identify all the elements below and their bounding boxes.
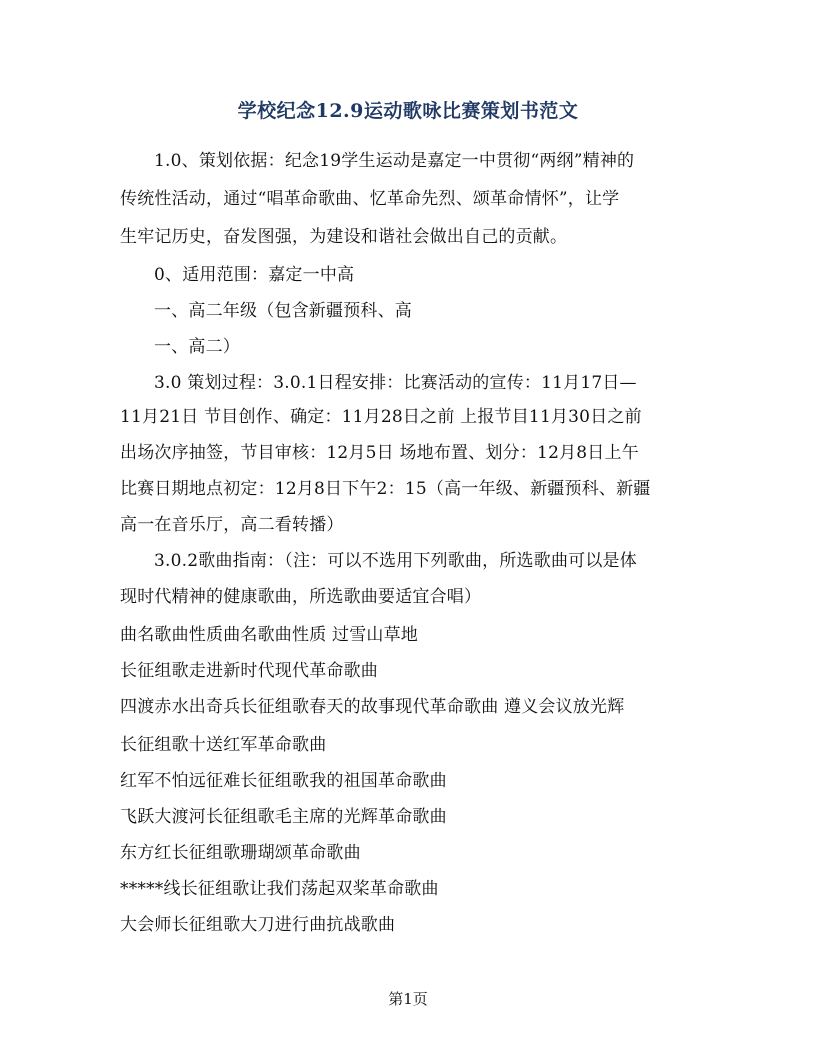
paragraph-line: 生牢记历史，奋发图强，为建设和谐社会做出自己的贡献。: [120, 227, 568, 247]
process-line: 11月21日 节目创作、确定：11月28日之前 上报节目11月30日之前: [120, 407, 642, 427]
scope-line: 一、高二年级（包含新疆预科、高: [154, 301, 412, 321]
process-line: 出场次序抽签，节目审核：12月5日 场地布置、划分：12月8日上午: [120, 443, 639, 463]
process-line: 比赛日期地点初定：12月8日下午2：15（高一年级、新疆预科、新疆: [120, 479, 651, 499]
process-line: 3.0 策划过程：3.0.1日程安排：比赛活动的宣传：11月17日—: [154, 373, 637, 393]
guide-line: 3.0.2歌曲指南：（注：可以不选用下列歌曲，所选歌曲可以是体: [154, 551, 637, 571]
document-title: 学校纪念12.9运动歌咏比赛策划书范文: [237, 100, 579, 122]
scope-line: 0、适用范围：嘉定一中高: [154, 265, 355, 285]
scope-line: 一、高二）: [154, 337, 240, 357]
guide-line: 现时代精神的健康歌曲，所选歌曲要适宜合唱）: [120, 587, 482, 607]
process-line: 高一在音乐厅，高二看转播）: [120, 515, 344, 535]
song-list-item: 飞跃大渡河长征组歌毛主席的光辉革命歌曲: [120, 807, 447, 827]
song-list-item: 四渡赤水出奇兵长征组歌春天的故事现代革命歌曲 遵义会议放光辉: [120, 697, 625, 717]
song-list-item: 长征组歌十送红军革命歌曲: [120, 735, 327, 755]
page-number: 第1页: [388, 990, 428, 1008]
song-list-item: 曲名歌曲性质曲名歌曲性质 过雪山草地: [120, 625, 419, 645]
song-list-item: 长征组歌走进新时代现代革命歌曲: [120, 661, 378, 681]
song-list-item: 东方红长征组歌珊瑚颂革命歌曲: [120, 843, 361, 863]
song-list-item: *****线长征组歌让我们荡起双桨革命歌曲: [120, 879, 439, 899]
paragraph-line: 传统性活动，通过“唱革命歌曲、忆革命先烈、颂革命情怀”，让学: [120, 189, 620, 209]
song-list-item: 红军不怕远征难长征组歌我的祖国革命歌曲: [120, 771, 447, 791]
paragraph-line: 1.0、策划依据：纪念19学生运动是嘉定一中贯彻“两纲”精神的: [154, 151, 635, 171]
song-list-item: 大会师长征组歌大刀进行曲抗战歌曲: [120, 915, 396, 935]
